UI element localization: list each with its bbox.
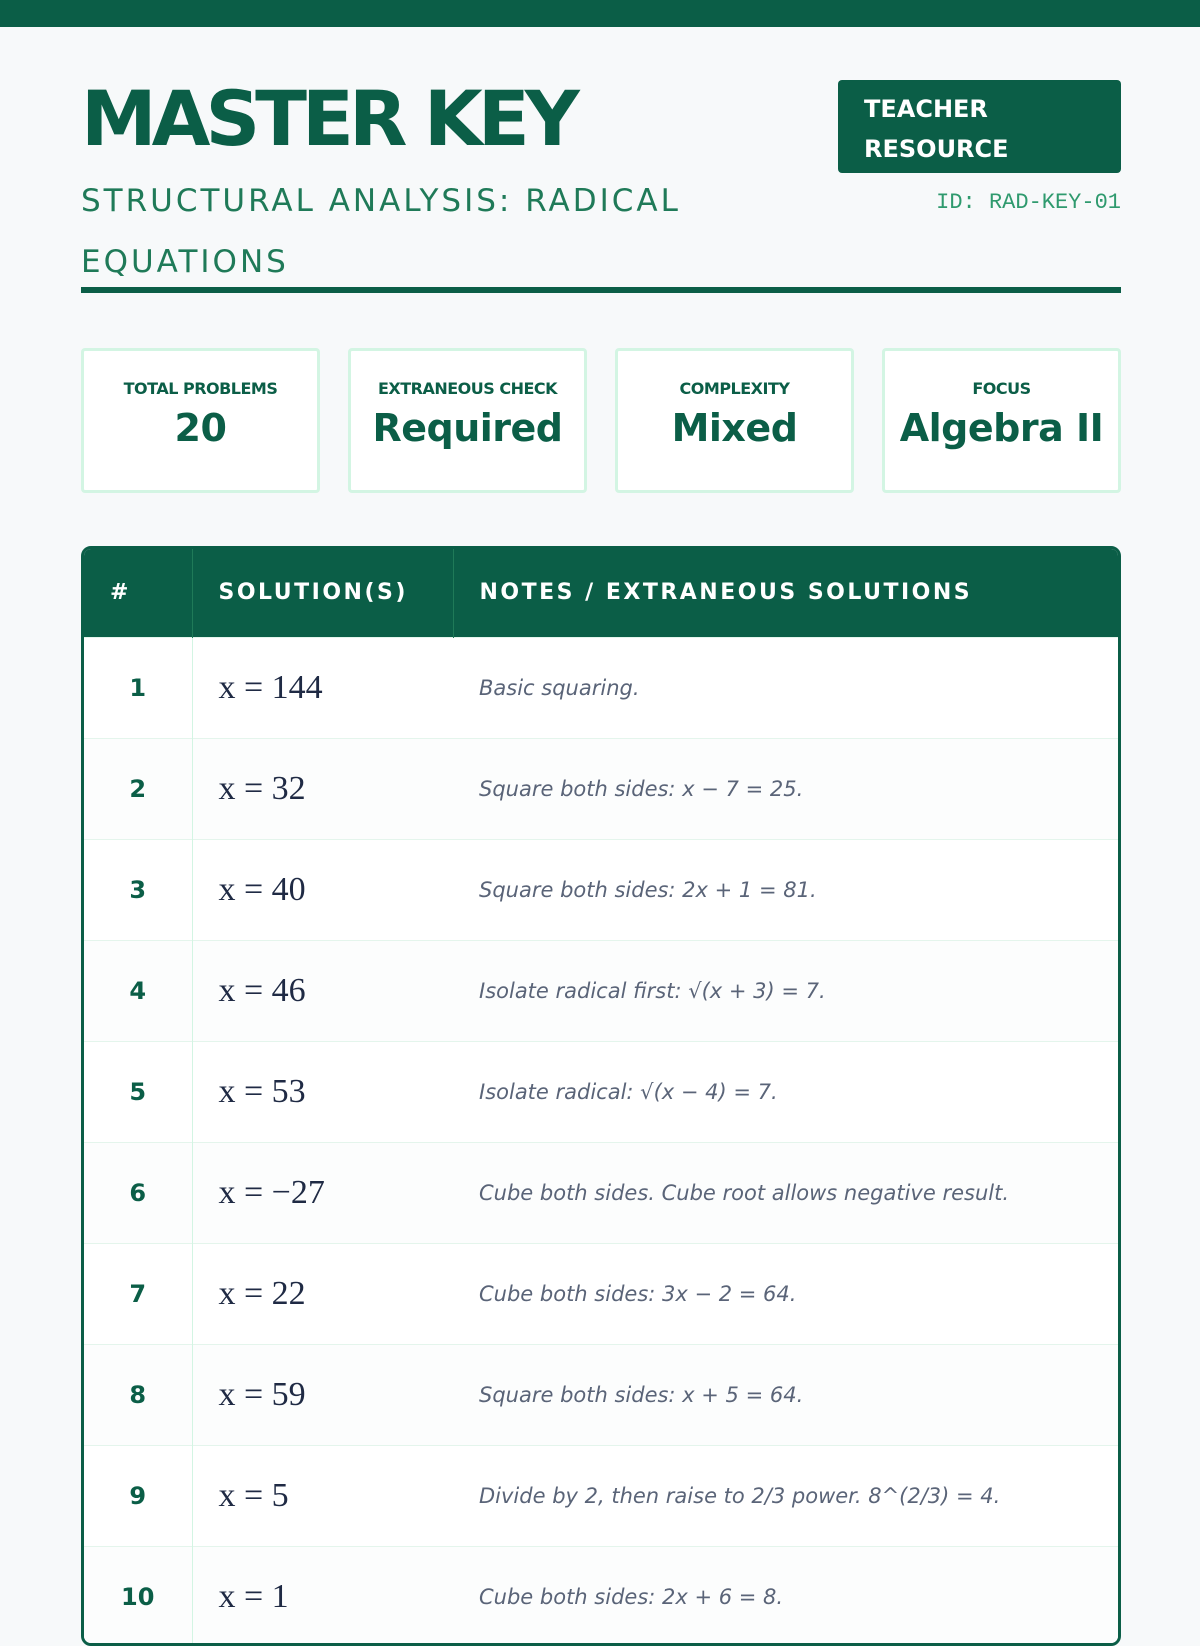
note-cell: Cube both sides. Cube root allows negative result. [479, 1180, 1009, 1205]
problem-number: 1 [84, 637, 192, 738]
stat-value: 20 [174, 406, 227, 450]
table-row [84, 637, 1118, 738]
solution-cell: x = 46 [218, 971, 306, 1009]
stats-row [81, 348, 1121, 493]
solution-cell: x = −27 [218, 1173, 325, 1211]
solution-cell: x = 5 [218, 1476, 289, 1514]
document-id: ID: RAD-KEY-01 [936, 190, 1121, 215]
problem-number: 2 [84, 738, 192, 839]
problem-number: 6 [84, 1142, 192, 1243]
column-header-solutions: SOLUTION(S) [192, 549, 453, 637]
table-row [84, 1041, 1118, 1142]
solution-cell: x = 40 [218, 870, 306, 908]
note-cell: Basic squaring. [479, 675, 640, 700]
note-cell: Square both sides: 2x + 1 = 81. [479, 877, 817, 902]
stat-card-focus [882, 348, 1121, 493]
top-accent-bar [0, 0, 1200, 27]
note-cell: Square both sides: x − 7 = 25. [479, 776, 804, 801]
note-cell: Divide by 2, then raise to 2/3 power. 8^(2/3) = 4. [479, 1483, 1001, 1508]
badge-line-1: TEACHER [864, 95, 988, 123]
table-row [84, 940, 1118, 1041]
stat-label: TOTAL PROBLEMS [123, 379, 278, 398]
table-row [84, 1142, 1118, 1243]
table-row [84, 1546, 1118, 1646]
stat-value: Required [372, 406, 563, 450]
teacher-resource-badge [838, 80, 1121, 173]
badge-line-2: RESOURCE [864, 135, 1009, 163]
stat-label: FOCUS [972, 379, 1031, 398]
note-cell: Square both sides: x + 5 = 64. [479, 1382, 804, 1407]
column-header-number: # [84, 549, 192, 637]
table-row [84, 839, 1118, 940]
stat-value: Mixed [671, 406, 798, 450]
problem-number: 3 [84, 839, 192, 940]
answer-key-table [81, 546, 1121, 1646]
page-subtitle: STRUCTURAL ANALYSIS: RADICAL EQUATIONS [81, 183, 681, 280]
solution-cell: x = 59 [218, 1375, 306, 1413]
stat-card-total-problems [81, 348, 320, 493]
table-header-row [84, 549, 1118, 637]
problem-number: 8 [84, 1344, 192, 1445]
stat-card-complexity [615, 348, 854, 493]
note-cell: Isolate radical: √(x − 4) = 7. [479, 1079, 778, 1104]
note-cell: Cube both sides: 2x + 6 = 8. [479, 1584, 784, 1609]
table-row [84, 1445, 1118, 1546]
solution-cell: x = 22 [218, 1274, 306, 1312]
solution-cell: x = 53 [218, 1072, 306, 1110]
table-row [84, 1243, 1118, 1344]
solution-cell: x = 32 [218, 769, 306, 807]
table-row [84, 738, 1118, 839]
header-divider [81, 287, 1121, 293]
problem-number: 10 [84, 1546, 192, 1646]
problem-number: 4 [84, 940, 192, 1041]
column-header-notes: NOTES / EXTRANEOUS SOLUTIONS [479, 580, 973, 606]
problem-number: 9 [84, 1445, 192, 1546]
page-title: MASTER KEY [81, 74, 575, 163]
stat-label: COMPLEXITY [679, 379, 790, 398]
problem-number: 5 [84, 1041, 192, 1142]
stat-value: Algebra II [899, 406, 1104, 450]
table-row [84, 1344, 1118, 1445]
note-cell: Isolate radical first: √(x + 3) = 7. [479, 978, 826, 1003]
stat-card-extraneous-check [348, 348, 587, 493]
problem-number: 7 [84, 1243, 192, 1344]
stat-label: EXTRANEOUS CHECK [377, 379, 558, 398]
solution-cell: x = 1 [218, 1577, 289, 1615]
solution-cell: x = 144 [218, 668, 323, 706]
note-cell: Cube both sides: 3x − 2 = 64. [479, 1281, 797, 1306]
